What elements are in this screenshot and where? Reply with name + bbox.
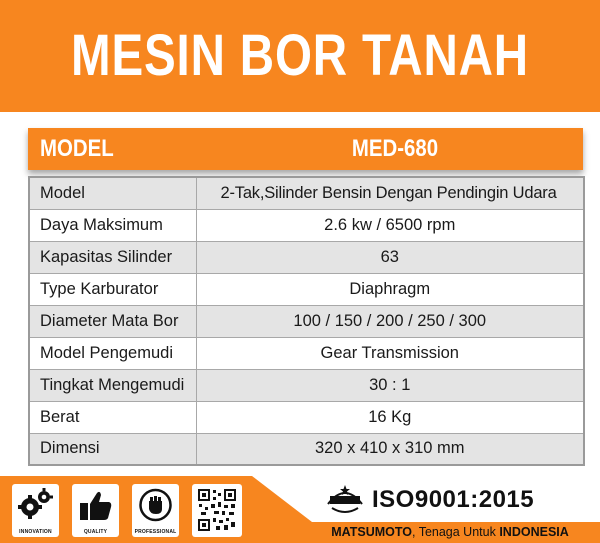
spec-value: 16 Kg xyxy=(196,401,584,433)
header-banner xyxy=(0,0,600,112)
spec-table xyxy=(28,176,585,466)
spec-value: Diaphragm xyxy=(196,273,584,305)
table-row xyxy=(29,209,584,241)
badge-caption: INNOVATION xyxy=(19,529,52,535)
spec-label: Dimensi xyxy=(29,433,196,465)
spec-label: Diameter Mata Bor xyxy=(29,305,196,337)
model-value: MED-680 xyxy=(351,135,439,162)
fist-icon xyxy=(137,487,174,523)
table-row xyxy=(29,401,584,433)
spec-value: 320 x 410 x 310 mm xyxy=(196,433,584,465)
spec-value: 2.6 kw / 6500 rpm xyxy=(196,209,584,241)
footer xyxy=(0,476,600,543)
table-row xyxy=(29,273,584,305)
spec-label: Kapasitas Silinder xyxy=(29,241,196,273)
spec-value: Gear Transmission xyxy=(196,337,584,369)
gears-icon xyxy=(17,487,54,523)
spec-value: 30 : 1 xyxy=(196,369,584,401)
spec-label: Type Karburator xyxy=(29,273,196,305)
qr-code-icon xyxy=(196,487,238,533)
table-row xyxy=(29,241,584,273)
spec-label: Tingkat Mengemudi xyxy=(29,369,196,401)
qr-badge xyxy=(192,484,242,537)
tagline-text: , Tenaga Untuk xyxy=(411,525,500,539)
model-bar xyxy=(28,128,583,170)
spec-label: Model xyxy=(29,177,196,209)
badge-caption: PROFESSIONAL xyxy=(134,529,177,535)
badge-caption: QUALITY xyxy=(83,529,108,535)
table-row xyxy=(29,305,584,337)
innovation-badge xyxy=(12,484,59,537)
footer-tagline xyxy=(300,522,600,543)
spec-value: 2-Tak,Silinder Bensin Dengan Pendingin Udara xyxy=(196,177,584,209)
country-name: INDONESIA xyxy=(499,525,569,539)
table-row xyxy=(29,177,584,209)
professional-badge xyxy=(132,484,179,537)
spec-value: 63 xyxy=(196,241,584,273)
table-row xyxy=(29,369,584,401)
page-title: MESIN BOR TANAH xyxy=(71,23,529,88)
iso-certification: ISO9001:2015 xyxy=(372,486,535,513)
spec-value: 100 / 150 / 200 / 250 / 300 xyxy=(196,305,584,337)
spec-label: Berat xyxy=(29,401,196,433)
spec-label: Model Pengemudi xyxy=(29,337,196,369)
brand-name: MATSUMOTO xyxy=(331,525,412,539)
table-row xyxy=(29,337,584,369)
spec-label: Daya Maksimum xyxy=(29,209,196,241)
model-label: MODEL xyxy=(40,135,114,162)
table-row xyxy=(29,433,584,465)
thumbs-up-icon xyxy=(77,487,114,523)
best-product-seal-icon xyxy=(324,482,366,518)
quality-badge xyxy=(72,484,119,537)
